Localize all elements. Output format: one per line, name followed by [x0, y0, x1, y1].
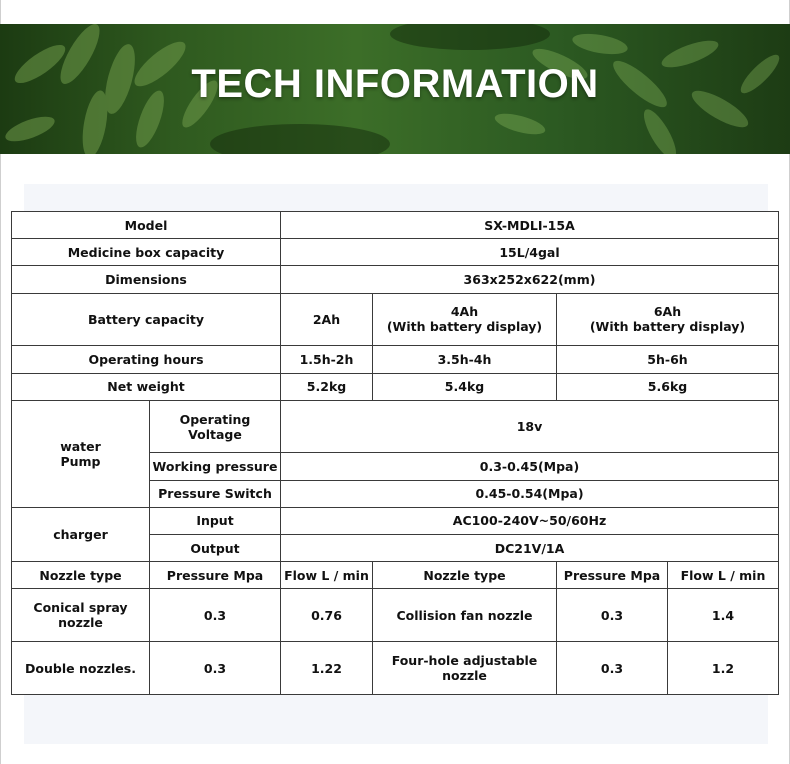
spec-table — [11, 211, 779, 695]
dimensions-value: 363x252x622(mm) — [281, 266, 779, 293]
nozzle-cell: 0.3 — [557, 642, 668, 695]
working-pressure-label: Working pressure — [150, 453, 281, 480]
water-pump-label-line: Pump — [60, 453, 101, 469]
pressure-switch-value: 0.45-0.54(Mpa) — [281, 480, 779, 507]
nozzle-cell: 1.2 — [668, 642, 779, 695]
nozzle-cell: 1.4 — [668, 589, 779, 642]
nozzle-cell: Conical spray nozzle — [12, 589, 150, 642]
table-row — [12, 400, 779, 453]
header-banner — [0, 24, 790, 154]
nozzle-cell: Collision fan nozzle — [373, 589, 557, 642]
pressure-switch-label: Pressure Switch — [150, 480, 281, 507]
battery-option-2ah — [281, 293, 373, 346]
operating-voltage-label: Operating Voltage — [150, 400, 281, 453]
nozzle-header-row — [12, 562, 779, 589]
battery-capacity-value: 2Ah — [312, 311, 341, 327]
net-weight-label: Net weight — [12, 373, 281, 400]
charger-input-value: AC100-240V~50/60Hz — [281, 507, 779, 534]
table-row — [12, 373, 779, 400]
table-row — [12, 212, 779, 239]
net-weight-value: 5.4kg — [373, 373, 557, 400]
battery-label: Battery capacity — [12, 293, 281, 346]
nozzle-header-cell: Nozzle type — [12, 562, 150, 589]
table-row — [12, 507, 779, 534]
nozzle-cell: 0.76 — [281, 589, 373, 642]
table-row — [12, 266, 779, 293]
battery-option-4ah — [373, 293, 557, 346]
nozzle-row — [12, 589, 779, 642]
table-row — [12, 346, 779, 373]
water-pump-label — [12, 400, 150, 507]
charger-label: charger — [12, 507, 150, 561]
medicine-box-value: 15L/4gal — [281, 239, 779, 266]
battery-capacity-value: 4Ah — [450, 304, 479, 320]
operating-hours-label: Operating hours — [12, 346, 281, 373]
nozzle-header-cell: Pressure Mpa — [557, 562, 668, 589]
model-value: SX-MDLI-15A — [281, 212, 779, 239]
nozzle-cell: 0.3 — [557, 589, 668, 642]
medicine-box-label: Medicine box capacity — [12, 239, 281, 266]
model-label: Model — [12, 212, 281, 239]
operating-hours-value: 1.5h-2h — [281, 346, 373, 373]
nozzle-row — [12, 642, 779, 695]
charger-output-value: DC21V/1A — [281, 535, 779, 562]
net-weight-value: 5.2kg — [281, 373, 373, 400]
operating-hours-value: 5h-6h — [557, 346, 779, 373]
battery-capacity-value: 6Ah — [653, 304, 682, 320]
nozzle-cell: 1.22 — [281, 642, 373, 695]
nozzle-cell: Double nozzles. — [12, 642, 150, 695]
net-weight-value: 5.6kg — [557, 373, 779, 400]
nozzle-header-cell: Pressure Mpa — [150, 562, 281, 589]
operating-voltage-value: 18v — [281, 400, 779, 453]
water-pump-label-line: water — [60, 438, 101, 454]
table-row — [12, 239, 779, 266]
nozzle-cell: Four-hole adjustable nozzle — [373, 642, 557, 695]
operating-hours-value: 3.5h-4h — [373, 346, 557, 373]
working-pressure-value: 0.3-0.45(Mpa) — [281, 453, 779, 480]
battery-capacity-note: (With battery display) — [386, 319, 543, 335]
nozzle-cell: 0.3 — [150, 589, 281, 642]
charger-input-label: Input — [150, 507, 281, 534]
nozzle-header-cell: Flow L / min — [668, 562, 779, 589]
table-row — [12, 293, 779, 346]
battery-option-6ah — [557, 293, 779, 346]
charger-output-label: Output — [150, 535, 281, 562]
nozzle-cell: 0.3 — [150, 642, 281, 695]
dimensions-label: Dimensions — [12, 266, 281, 293]
nozzle-header-cell: Flow L / min — [281, 562, 373, 589]
page-title: TECH INFORMATION — [191, 62, 599, 106]
battery-capacity-note: (With battery display) — [589, 319, 746, 335]
nozzle-header-cell: Nozzle type — [373, 562, 557, 589]
